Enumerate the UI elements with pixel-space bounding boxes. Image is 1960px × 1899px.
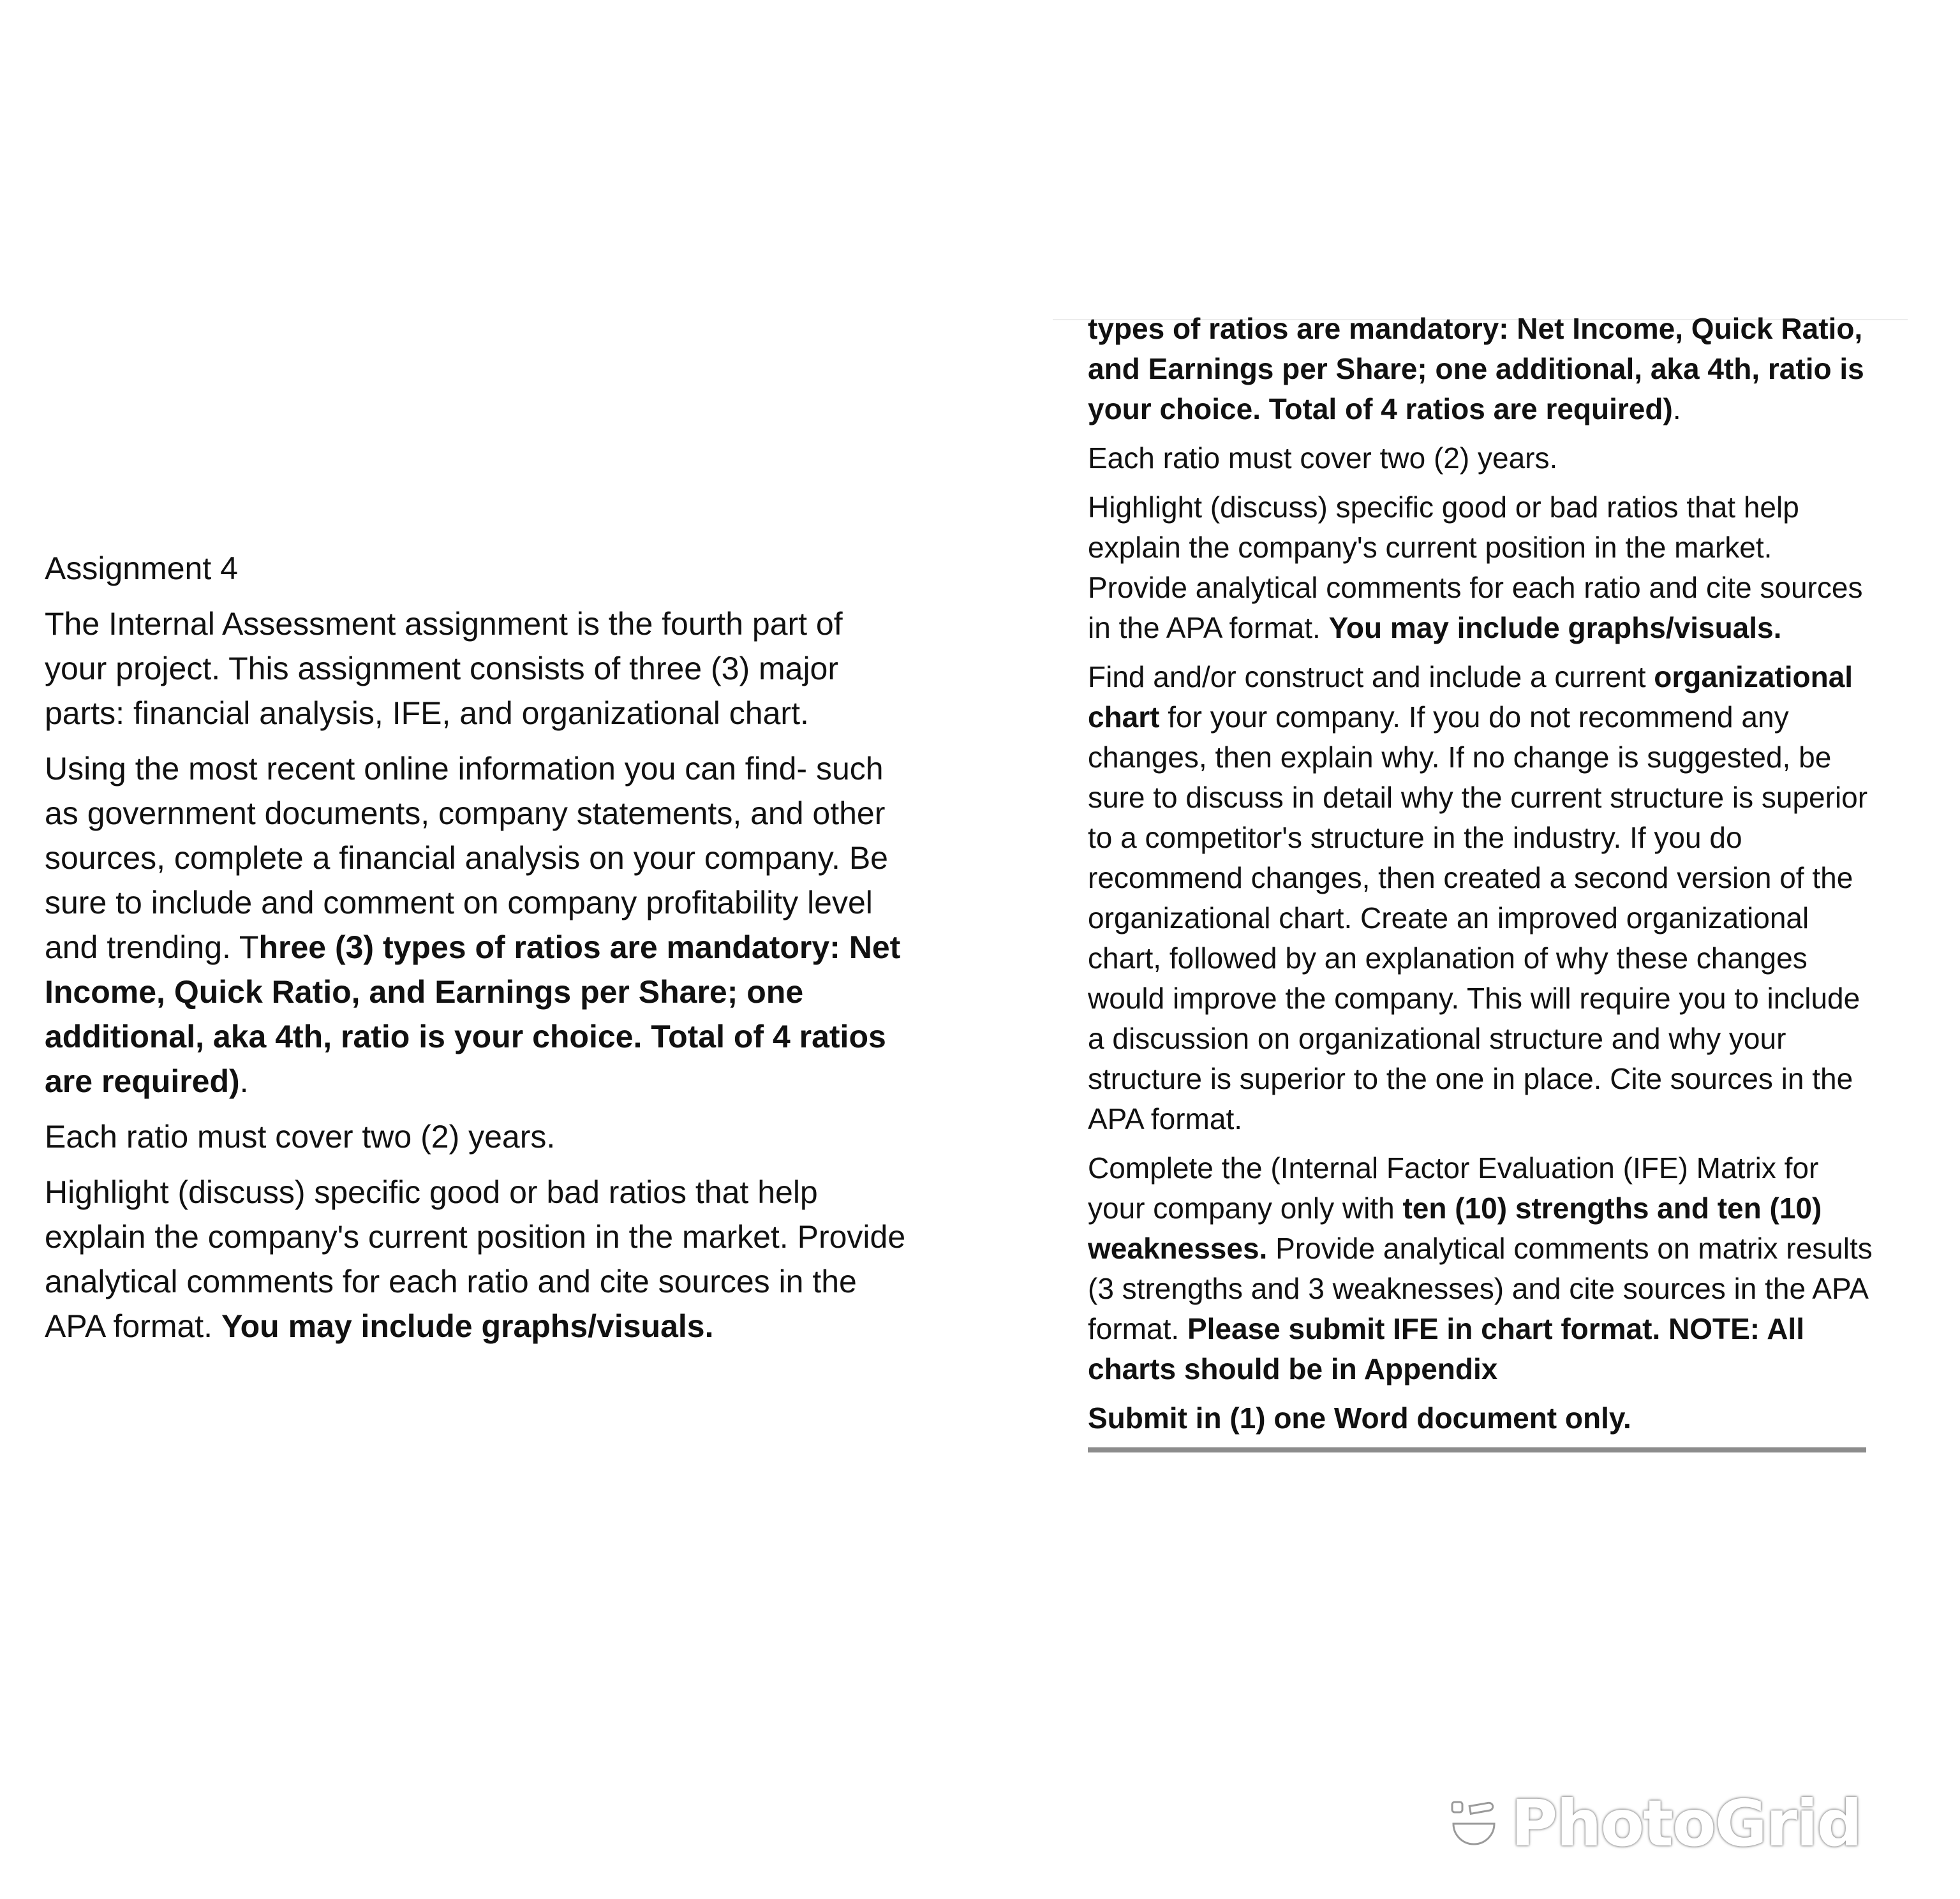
years-paragraph-right: Each ratio must cover two (2) years. xyxy=(1088,441,1558,475)
ratios-bold-text: hree (3) types of ratios are mandatory: Net Income, Quick Ratio, and Earnings per Share; one additional, aka 4th, ratio is your choice. Total of 4 ratios are required) xyxy=(45,929,901,1099)
ife-bold-strengths: ten (10) strengths and ten (10) weaknesses. xyxy=(1088,1192,1822,1265)
org-chart-paragraph xyxy=(1088,657,1879,1139)
ife-start: Complete the (Internal Factor Evaluation (IFE) Matrix for your company only with xyxy=(1088,1151,1819,1225)
org-chart-bold: organizational chart xyxy=(1088,660,1853,734)
submit-paragraph xyxy=(1088,1398,1879,1438)
ife-mid: Provide analytical comments on matrix results (3 strengths and 3 weaknesses) and cite sources in the APA format. xyxy=(1088,1232,1873,1345)
org-chart-rest: for your company. If you do not recommend any changes, then explain why. If no change is suggested, be sure to discuss in detail why the current structure is superior to a competitor's structure in the industry. If you do recommend changes, then created a second version of the organizational chart. Create an improved organizational chart, followed by an explanation of why these changes would improve the company. This will require you to include a discussion on organizational structure and why your structure is superior to the one in place. Cite sources in the APA format. xyxy=(1088,700,1868,1135)
org-chart-start: Find and/or construct and include a current xyxy=(1088,660,1654,693)
submit-bold: Submit in (1) one Word document only. xyxy=(1088,1401,1631,1435)
financial-end: . xyxy=(239,1063,249,1099)
ife-bold-submit: Please submit IFE in chart format. NOTE: All charts should be in Appendix xyxy=(1088,1312,1804,1385)
financial-paragraph xyxy=(45,746,912,1104)
photogrid-logo-icon xyxy=(1448,1798,1499,1849)
highlight-paragraph xyxy=(45,1170,912,1349)
bottom-divider xyxy=(1088,1447,1866,1452)
financial-text: Using the most recent online information you can find- such as government documents, company statements, and other sources, complete a financial analysis on your company. Be sure to include and comment on company profitability level and trending. T xyxy=(45,751,888,965)
continued-end: . xyxy=(1672,392,1681,425)
ife-paragraph xyxy=(1088,1148,1879,1389)
highlight-text-right: Highlight (discuss) specific good or bad ratios that help explain the company's current position in the market. Provide analytical comments for each ratio and cite sources in the APA format. xyxy=(1088,491,1863,644)
graphs-bold-text: You may include graphs/visuals. xyxy=(221,1308,714,1344)
highlight-paragraph-right xyxy=(1088,487,1879,648)
continued-paragraph xyxy=(1088,309,1879,429)
left-page xyxy=(45,546,912,1359)
intro-paragraph: The Internal Assessment assignment is the fourth part of your project. This assignment consists of three (3) major parts: financial analysis, IFE, and organizational chart. xyxy=(45,606,843,731)
photogrid-watermark xyxy=(1448,1786,1861,1861)
continued-bold-text: types of ratios are mandatory: Net Income, Quick Ratio, and Earnings per Share; one additional, aka 4th, ratio is your choice. Total of 4 ratios are required) xyxy=(1088,312,1864,425)
right-page xyxy=(1088,309,1879,1452)
graphs-bold-text-right: You may include graphs/visuals. xyxy=(1328,611,1782,644)
assignment-heading: Assignment 4 xyxy=(45,550,238,586)
highlight-text: Highlight (discuss) specific good or bad ratios that help explain the company's current position in the market. Provide analytical comments for each ratio and cite sources in the APA format. xyxy=(45,1174,906,1344)
years-paragraph: Each ratio must cover two (2) years. xyxy=(45,1119,556,1155)
watermark-text: PhotoGrid xyxy=(1511,1786,1861,1861)
